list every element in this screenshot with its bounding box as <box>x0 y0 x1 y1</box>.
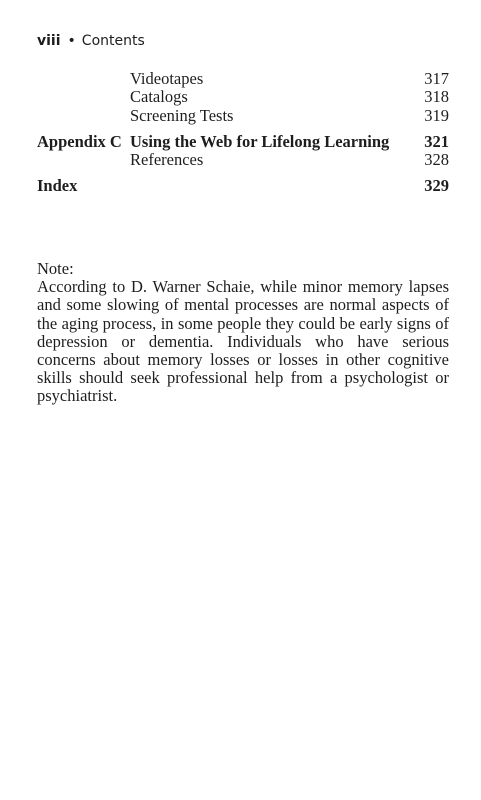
toc-row-videotapes <box>0 70 481 88</box>
toc-entry-title: Videotapes <box>130 69 204 88</box>
note-label: Note: <box>37 259 74 278</box>
toc-page-number: 321 <box>424 132 449 151</box>
toc-row-catalogs <box>0 88 481 106</box>
toc-page-number: 318 <box>424 87 449 106</box>
toc-page-number: 329 <box>424 176 449 195</box>
toc-page-number: 328 <box>424 150 449 169</box>
toc-row-label: Appendix C <box>37 132 122 151</box>
toc-entry-title: Catalogs <box>130 87 188 106</box>
footnote <box>37 260 449 406</box>
toc-row-label: Index <box>37 176 78 195</box>
toc-entry-title: References <box>130 150 204 169</box>
toc-row-appendix-c <box>0 133 481 151</box>
toc-row-references <box>0 151 481 169</box>
note-body: According to D. Warner Schaie, while minor memory lapses and some slowing of mental processes are normal aspects of the aging process, in some people they could be early signs of depression or dementia. Individuals who have serious concerns about memory losses or losses in other cognitive skills should seek professional help from a psychologist or psychiatrist. <box>37 277 449 406</box>
toc-row-index <box>0 177 481 195</box>
toc-page-number: 319 <box>424 106 449 125</box>
separator-bullet: • <box>67 33 76 49</box>
toc-row-screening-tests <box>0 107 481 125</box>
running-head-title: Contents <box>81 33 145 49</box>
toc-page-number: 317 <box>424 69 449 88</box>
running-head <box>37 33 145 49</box>
toc-entry-title: Using the Web for Lifelong Learning <box>130 132 390 151</box>
page-folio: viii <box>37 33 61 49</box>
toc-entry-title: Screening Tests <box>130 106 234 125</box>
